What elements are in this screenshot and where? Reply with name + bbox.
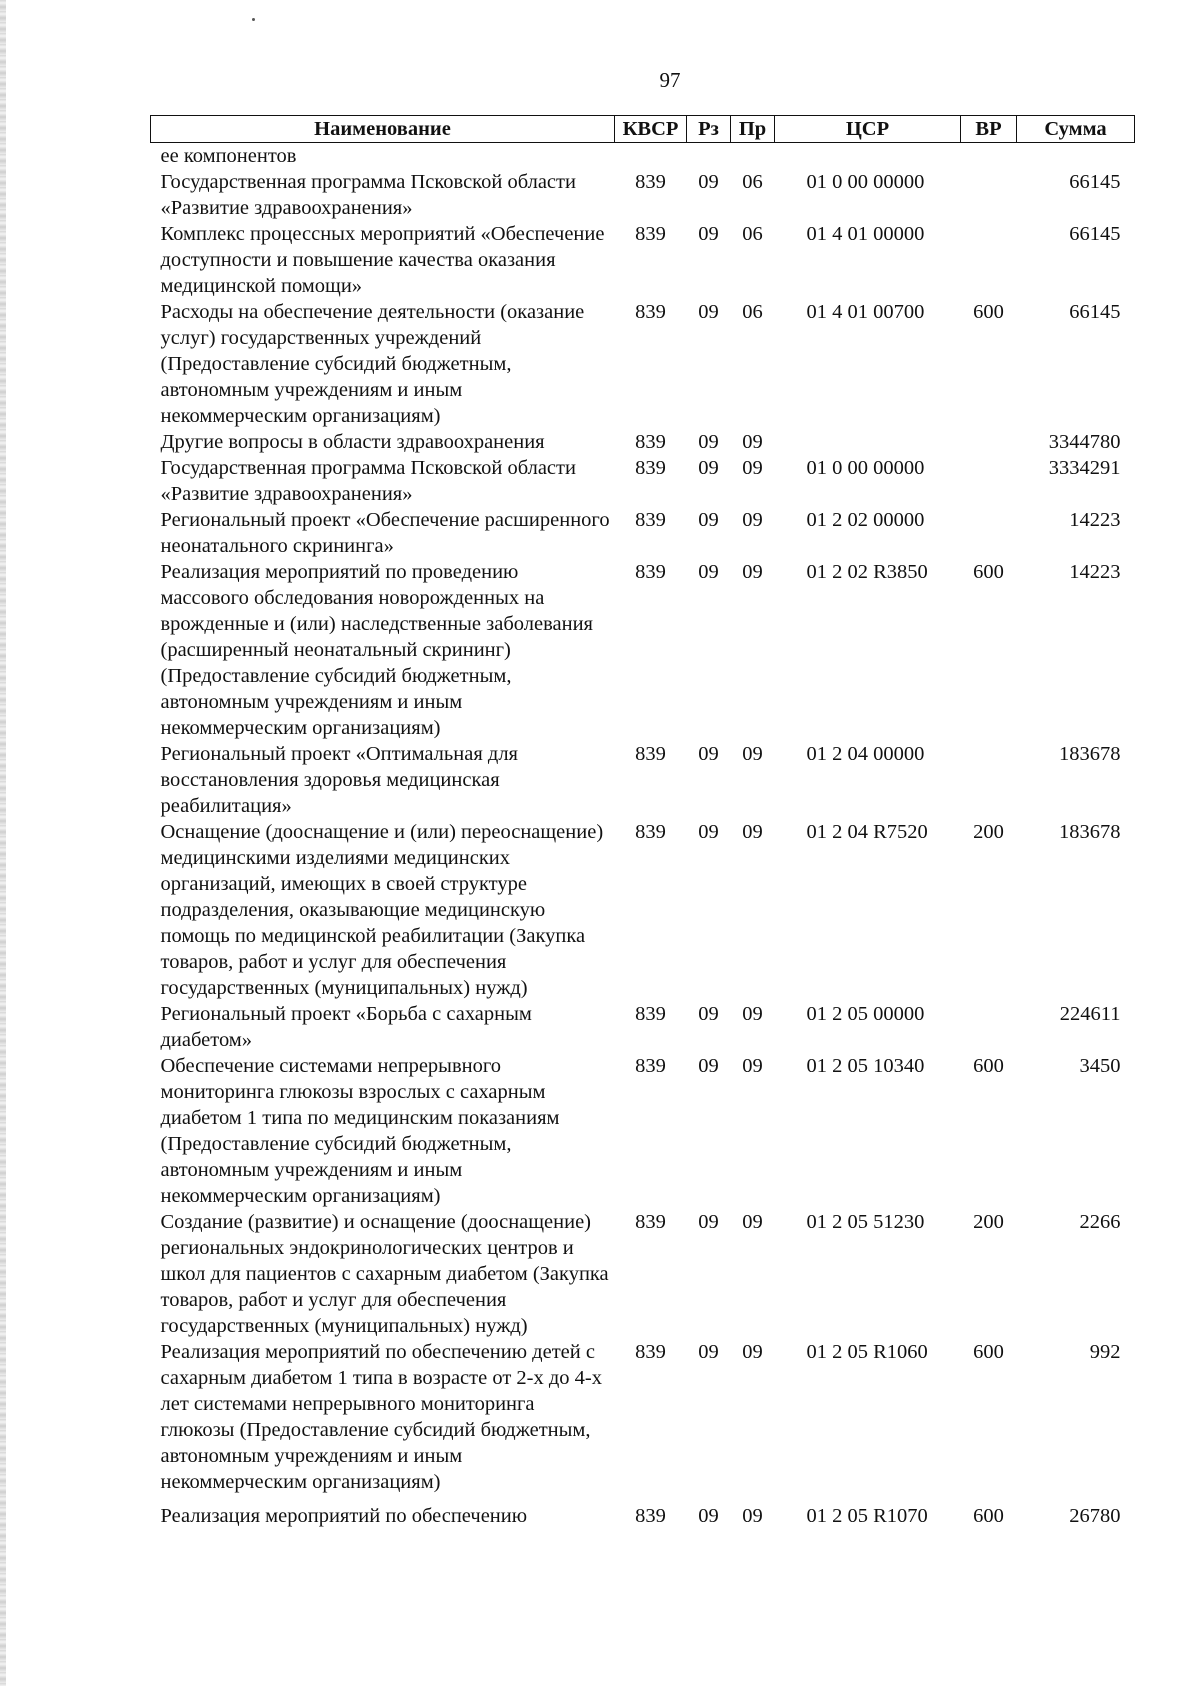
cell-name: Региональный проект «Оптимальная для восстановления здоровья медицинская реабилитация» — [160, 743, 518, 817]
cell-vr: 200 — [973, 821, 1004, 843]
cell-vr: 600 — [973, 1505, 1004, 1527]
cell-vr — [961, 507, 1017, 559]
cell-pr: 09 — [742, 1055, 763, 1077]
cell-name: Реализация мероприятий по проведению массового обследования новорожденных на врожденные и (или) наследственные заболевания (расширенный неонатальный скрининг) (Предоставление субсидий бюджетным, автономным учреждениям и иным некоммерческим организациям) — [160, 561, 593, 739]
cell-kvsr: 839 — [635, 509, 666, 531]
table-row — [151, 143, 1135, 170]
cell-pr: 09 — [742, 509, 763, 531]
cell-pr: 09 — [742, 561, 763, 583]
table-row — [151, 169, 1135, 221]
cell-csr — [775, 143, 961, 170]
cell-pr: 06 — [742, 223, 763, 245]
cell-pr — [731, 143, 775, 170]
cell-vr — [961, 221, 1017, 299]
cell-rz: 09 — [698, 171, 719, 193]
cell-name: Другие вопросы в области здравоохранения — [160, 431, 545, 453]
cell-csr: 01 2 05 R1060 — [806, 1341, 928, 1363]
cell-rz: 09 — [698, 431, 719, 453]
cell-kvsr: 839 — [635, 743, 666, 765]
cell-vr — [961, 429, 1017, 455]
cell-vr — [961, 455, 1017, 507]
table-body — [151, 143, 1135, 1530]
cell-name: ее компонентов — [160, 145, 297, 167]
budget-table — [150, 115, 1135, 1529]
header-rz: Рз — [687, 116, 731, 143]
table-row — [151, 221, 1135, 299]
table-row — [151, 429, 1135, 455]
cell-name: Государственная программа Псковской области «Развитие здравоохранения» — [160, 171, 576, 219]
cell-rz: 09 — [698, 1505, 719, 1527]
cell-csr: 01 2 05 00000 — [806, 1003, 925, 1025]
cell-name: Региональный проект «Борьба с сахарным диабетом» — [160, 1003, 532, 1051]
cell-kvsr: 839 — [635, 1341, 666, 1363]
header-kvsr: КВСР — [615, 116, 687, 143]
header-sum: Сумма — [1017, 116, 1135, 143]
cell-sum: 183678 — [1059, 821, 1121, 843]
header-pr: Пр — [731, 116, 775, 143]
table-header — [151, 116, 1135, 143]
cell-pr: 09 — [742, 1505, 763, 1527]
table-row — [151, 1339, 1135, 1495]
cell-rz: 09 — [698, 509, 719, 531]
table-row — [151, 1495, 1135, 1529]
header-csr: ЦСР — [775, 116, 961, 143]
cell-vr: 200 — [973, 1211, 1004, 1233]
cell-kvsr — [615, 143, 687, 170]
cell-csr: 01 2 04 00000 — [806, 743, 925, 765]
cell-pr: 09 — [742, 431, 763, 453]
cell-name: Комплекс процессных мероприятий «Обеспечение доступности и повышение качества оказания медицинской помощи» — [160, 223, 605, 297]
cell-rz — [687, 143, 731, 170]
table-row — [151, 741, 1135, 819]
cell-name: Расходы на обеспечение деятельности (оказание услуг) государственных учреждений (Предоставление субсидий бюджетным, автономным учреждениям и иным некоммерческим организациям) — [160, 301, 585, 427]
cell-name: Реализация мероприятий по обеспечению детей с сахарным диабетом 1 типа в возрасте от 2-х до 4-х лет системами непрерывного мониторинга глюкозы (Предоставление субсидий бюджетным, автономным учреждениям и иным некоммерческим организациям) — [160, 1341, 602, 1493]
cell-kvsr: 839 — [635, 1211, 666, 1233]
cell-csr: 01 2 05 10340 — [806, 1055, 925, 1077]
table-row — [151, 1209, 1135, 1339]
cell-sum: 224611 — [1059, 1003, 1121, 1025]
cell-rz: 09 — [698, 743, 719, 765]
cell-vr: 600 — [973, 561, 1004, 583]
cell-pr: 09 — [742, 821, 763, 843]
cell-kvsr: 839 — [635, 431, 666, 453]
cell-sum: 2266 — [1079, 1211, 1121, 1233]
cell-csr: 01 2 02 00000 — [806, 509, 925, 531]
cell-vr: 600 — [973, 1055, 1004, 1077]
table-row — [151, 1001, 1135, 1053]
cell-sum — [1017, 143, 1135, 170]
cell-csr: 01 2 04 R7520 — [806, 821, 928, 843]
cell-sum: 14223 — [1069, 509, 1121, 531]
cell-name: Создание (развитие) и оснащение (дооснащение) региональных эндокринологических центров и школ для пациентов с сахарным диабетом (Закупка товаров, работ и услуг для обеспечения государственных (муниципальных) нужд) — [160, 1211, 609, 1337]
cell-sum: 26780 — [1069, 1505, 1121, 1527]
table-row — [151, 819, 1135, 1001]
cell-kvsr: 839 — [635, 1003, 666, 1025]
cell-sum: 3344780 — [1048, 431, 1121, 453]
cell-pr: 06 — [742, 171, 763, 193]
cell-name: Реализация мероприятий по обеспечению — [160, 1505, 528, 1527]
cell-pr: 09 — [742, 743, 763, 765]
cell-rz: 09 — [698, 1341, 719, 1363]
cell-csr — [775, 429, 961, 455]
cell-kvsr: 839 — [635, 223, 666, 245]
cell-name: Государственная программа Псковской области «Развитие здравоохранения» — [160, 457, 576, 505]
cell-vr — [961, 1001, 1017, 1053]
cell-csr: 01 0 00 00000 — [806, 171, 925, 193]
cell-csr: 01 4 01 00700 — [806, 301, 925, 323]
cell-rz: 09 — [698, 301, 719, 323]
page-number: 97 — [659, 68, 681, 92]
cell-kvsr: 839 — [635, 171, 666, 193]
cell-sum: 3334291 — [1048, 457, 1121, 479]
cell-kvsr: 839 — [635, 1055, 666, 1077]
cell-kvsr: 839 — [635, 301, 666, 323]
cell-rz: 09 — [698, 561, 719, 583]
cell-rz: 09 — [698, 1211, 719, 1233]
table-row — [151, 559, 1135, 741]
cell-csr: 01 2 02 R3850 — [806, 561, 928, 583]
cell-csr: 01 2 05 51230 — [806, 1211, 925, 1233]
header-vr: ВР — [961, 116, 1017, 143]
table-row — [151, 299, 1135, 429]
cell-pr: 09 — [742, 1003, 763, 1025]
cell-rz: 09 — [698, 821, 719, 843]
cell-name: Обеспечение системами непрерывного мониторинга глюкозы взрослых с сахарным диабетом 1 типа по медицинским показаниям (Предоставление субсидий бюджетным, автономным учреждениям и иным некоммерческим организациям) — [160, 1055, 560, 1207]
cell-name: Оснащение (дооснащение и (или) переоснащение) медицинскими изделиями медицинских организаций, имеющих в своей структуре подразделения, оказывающие медицинскую помощь по медицинской реабилитации (Закупка товаров, работ и услуг для обеспечения государственных (муниципальных) нужд) — [160, 821, 604, 999]
cell-vr: 600 — [973, 301, 1004, 323]
cell-rz: 09 — [698, 1055, 719, 1077]
table-row — [151, 507, 1135, 559]
cell-sum: 66145 — [1069, 223, 1121, 245]
cell-rz: 09 — [698, 223, 719, 245]
scan-speck — [252, 18, 255, 21]
cell-pr: 09 — [742, 1341, 763, 1363]
cell-sum: 66145 — [1069, 171, 1121, 193]
cell-kvsr: 839 — [635, 457, 666, 479]
cell-vr: 600 — [973, 1341, 1004, 1363]
table-row — [151, 1053, 1135, 1209]
cell-sum: 3450 — [1079, 1055, 1121, 1077]
cell-sum: 14223 — [1069, 561, 1121, 583]
cell-sum: 992 — [1089, 1341, 1121, 1363]
table-row — [151, 455, 1135, 507]
cell-pr: 09 — [742, 1211, 763, 1233]
scan-edge — [0, 0, 6, 1686]
cell-kvsr: 839 — [635, 821, 666, 843]
cell-csr: 01 4 01 00000 — [806, 223, 925, 245]
cell-name: Региональный проект «Обеспечение расширенного неонатального скрининга» — [160, 509, 610, 557]
cell-kvsr: 839 — [635, 1505, 666, 1527]
cell-kvsr: 839 — [635, 561, 666, 583]
cell-sum: 183678 — [1059, 743, 1121, 765]
cell-vr — [961, 143, 1017, 170]
cell-vr — [961, 741, 1017, 819]
cell-csr: 01 2 05 R1070 — [806, 1505, 928, 1527]
cell-pr: 09 — [742, 457, 763, 479]
cell-pr: 06 — [742, 301, 763, 323]
cell-sum: 66145 — [1069, 301, 1121, 323]
cell-rz: 09 — [698, 1003, 719, 1025]
header-name: Наименование — [151, 116, 615, 143]
cell-csr: 01 0 00 00000 — [806, 457, 925, 479]
cell-rz: 09 — [698, 457, 719, 479]
cell-vr — [961, 169, 1017, 221]
